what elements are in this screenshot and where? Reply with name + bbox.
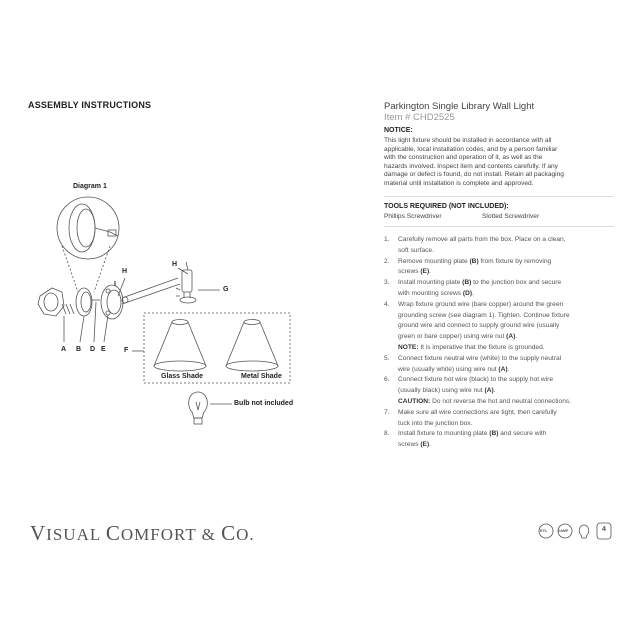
step-line: screws (E). xyxy=(398,268,431,276)
step-item xyxy=(384,429,614,451)
step-line: Install mounting plate (B) to the junction box and secure xyxy=(398,279,562,287)
leader-e xyxy=(104,315,108,342)
bulb-base xyxy=(194,418,202,424)
screw-e-top xyxy=(106,289,110,293)
label-i: I xyxy=(114,281,116,288)
step-item xyxy=(384,257,614,279)
step-line: green or bare copper) using wire nut (A). xyxy=(398,333,518,341)
step-number: 7. xyxy=(384,408,390,416)
notice-text xyxy=(384,137,614,189)
step-number: 2. xyxy=(384,257,390,265)
diagram-title: Diagram 1 xyxy=(73,183,107,190)
metal-shade-rim xyxy=(226,361,278,371)
step-item xyxy=(384,375,614,407)
step-number: 3. xyxy=(384,279,390,287)
step-item xyxy=(384,278,614,300)
product-title: Parkington Single Library Wall Light xyxy=(384,101,535,112)
assembly-heading: ASSEMBLY INSTRUCTIONS xyxy=(28,100,152,110)
notice-line: damage or defect is found, do not install. Retain all packaging xyxy=(384,171,564,179)
glass-shade-label: Glass Shade xyxy=(161,373,204,380)
step-line: Carefully remove all parts from the box. Place on a clean, xyxy=(398,236,566,243)
notice-line: This light fixture should be installed in accordance with all xyxy=(384,137,552,144)
detail-connector-right xyxy=(94,246,110,292)
step-item xyxy=(384,408,614,430)
bulb-count: 4 xyxy=(602,526,606,533)
mounting-plate-inner xyxy=(81,292,91,312)
step-line: Install fixture to mounting plate (B) and secure with xyxy=(398,430,547,438)
junction-box-hole xyxy=(44,293,58,311)
step-line: soft surface. xyxy=(398,246,434,254)
glass-shade-sides xyxy=(154,322,206,366)
step-number: 8. xyxy=(384,430,390,438)
divider xyxy=(384,196,614,197)
label-h-top: H xyxy=(172,261,178,268)
junction-box xyxy=(38,288,64,316)
step-number: 6. xyxy=(384,376,390,384)
glass-shade-rim xyxy=(154,361,206,371)
tools-label: TOOLS REQUIRED (NOT INCLUDED): xyxy=(384,203,509,210)
arm xyxy=(122,278,180,304)
step-line: (usually black) using wire nut (A). xyxy=(398,387,496,395)
step-item xyxy=(384,300,614,354)
label-d: D xyxy=(90,346,96,353)
step-line: CAUTION: Do not reverse the hot and neutral connections. xyxy=(398,397,571,405)
notice-line: applicable, local installation codes, and by a person familiar xyxy=(384,145,558,153)
step-line: tuck into the junction box. xyxy=(398,419,473,427)
step-line: Make sure all wire connections are tight, then carefully xyxy=(398,408,557,416)
leader-b xyxy=(80,316,84,342)
bulb-filament xyxy=(196,402,200,410)
screw-e xyxy=(106,311,110,315)
step-line: Remove mounting plate (B) from fixture by removing xyxy=(398,257,552,265)
detail-plate-inner xyxy=(77,209,95,247)
step-line: Wrap fixture ground wire (bare copper) around the green xyxy=(398,300,564,308)
brand-logo: VISUAL COMFORT & CO. xyxy=(30,521,255,545)
label-h-bracket: H xyxy=(122,268,128,275)
metal-shade-sides xyxy=(226,322,278,366)
label-a: A xyxy=(61,346,67,353)
etl-badge: ETL xyxy=(540,528,548,533)
metal-shade-top xyxy=(244,320,260,325)
divider xyxy=(384,226,614,227)
step-line: grounding screw (see diagram 1). Tighten. Continue fixture xyxy=(398,311,570,319)
step-item xyxy=(384,235,614,257)
step-line: Connect fixture neutral wire (white) to the supply neutral xyxy=(398,354,562,362)
bulb-label: Bulb not included xyxy=(234,400,294,407)
damp-badge: DAMP xyxy=(558,529,569,533)
steps-list xyxy=(384,235,614,451)
notice-line: with the construction and operation of it, as well as the xyxy=(384,154,543,162)
step-item xyxy=(384,354,614,376)
step-line: with mounting screws (D). xyxy=(398,289,474,297)
step-line: wire (usually white) using wire nut (A). xyxy=(398,365,510,373)
mounting-plate xyxy=(76,288,92,316)
step-line: Connect fixture hot wire (black) to the supply hot wire xyxy=(398,376,554,384)
leader-d xyxy=(94,302,96,342)
label-b: B xyxy=(76,346,82,353)
metal-shade-label: Metal Shade xyxy=(241,373,282,380)
detail-wire xyxy=(95,228,118,236)
socket-detail xyxy=(184,262,190,298)
item-number: Item # CHD2525 xyxy=(384,112,455,123)
step-number: 5. xyxy=(384,354,390,362)
step-line: screws (E). xyxy=(398,441,431,449)
label-e: E xyxy=(101,346,106,353)
socket-ring xyxy=(180,297,196,303)
notice-line: material until installation is complete and approved. xyxy=(384,179,534,187)
step-number: 1. xyxy=(384,236,390,243)
label-g: G xyxy=(223,286,229,293)
label-f: F xyxy=(124,347,129,354)
step-line: NOTE: It is imperative that the fixture is grounded. xyxy=(398,343,545,351)
notice-label: NOTICE: xyxy=(384,127,413,134)
step-number: 4. xyxy=(384,300,390,308)
glass-shade-top xyxy=(172,320,188,325)
step-line: ground wire and connect to supply ground wire (usually xyxy=(398,322,560,330)
tool-slotted: Slotted Screwdriver xyxy=(482,213,540,220)
bulb-badge-icon xyxy=(579,525,588,538)
notice-line: hazards involved. Inspect item and contents carefully. If any xyxy=(384,162,558,170)
bulb-glass xyxy=(189,392,208,418)
leader-h-top xyxy=(178,268,188,274)
tool-phillips: Phillips Screwdriver xyxy=(384,213,442,220)
